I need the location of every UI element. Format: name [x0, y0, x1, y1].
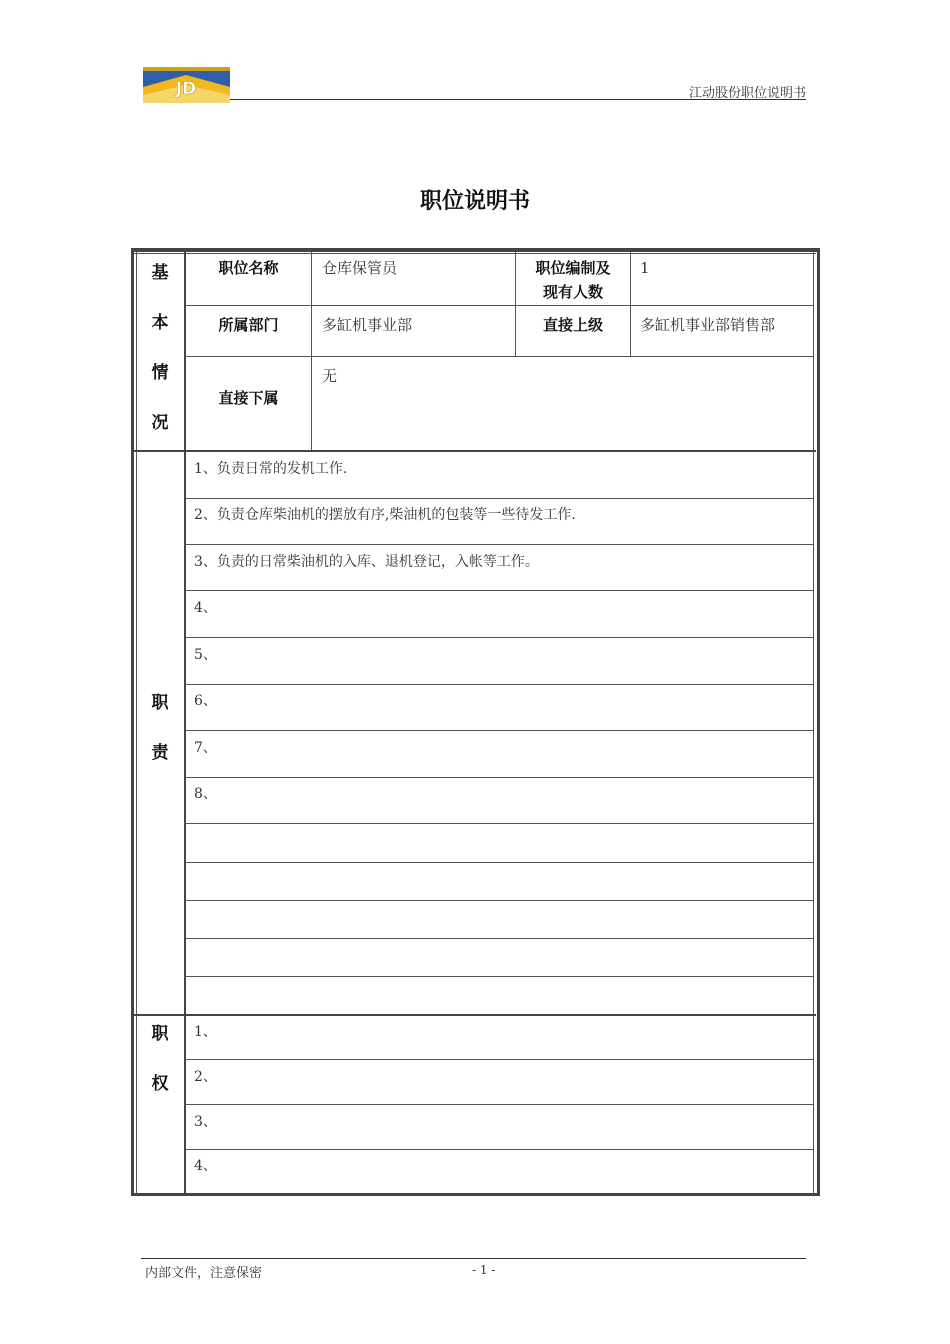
- basic-section-char: 情: [151, 363, 169, 383]
- duty-row-rule: [185, 862, 814, 863]
- supervisor-value: 多缸机事业部销售部: [640, 316, 776, 334]
- duty-row-rule: [185, 498, 814, 499]
- basic-section-char: 基: [151, 263, 169, 283]
- header-rule: [230, 99, 806, 100]
- header-document-name: 江动股份职位说明书: [688, 86, 806, 101]
- company-logo: [143, 67, 230, 103]
- duty-row-rule: [185, 637, 814, 638]
- page-title: 职位说明书: [419, 189, 530, 214]
- duty-item: 3、负责的日常柴油机的入库、退机登记，入帐等工作。: [194, 554, 539, 570]
- authority-section-char: 职: [151, 1024, 169, 1044]
- subordinate-value: 无: [322, 367, 338, 385]
- duty-item: 5、: [194, 647, 217, 663]
- authority-row-rule: [185, 1149, 814, 1150]
- basic-section-char: 本: [151, 313, 169, 333]
- left-inner-rule: [136, 252, 137, 1194]
- position-name-value: 仓库保管员: [322, 259, 398, 277]
- department-value: 多缸机事业部: [322, 316, 413, 334]
- logo-text: JD: [175, 79, 197, 99]
- table-inner-top-rule: [134, 253, 816, 254]
- duty-row-rule: [185, 590, 814, 591]
- position-name-label: 职位名称: [218, 259, 279, 277]
- duty-row-rule: [185, 900, 814, 901]
- subordinate-label: 直接下属: [218, 389, 279, 407]
- duty-item: 4、: [194, 600, 217, 616]
- basic-row-rule-1: [185, 305, 814, 306]
- duties-section-char: 责: [151, 743, 169, 763]
- duty-row-rule: [185, 976, 814, 977]
- basic-section-bottom: [134, 450, 816, 452]
- duty-item: 2、负责仓库柴油机的摆放有序,柴油机的包装等一些待发工作.: [194, 507, 576, 523]
- authority-section-char: 权: [151, 1074, 169, 1094]
- authority-item: 2、: [194, 1069, 217, 1085]
- duty-item: 6、: [194, 693, 217, 709]
- basic-row-rule-2: [185, 356, 814, 357]
- authority-item: 3、: [194, 1114, 217, 1130]
- basic-col-divider-1: [311, 252, 312, 451]
- headcount-value: 1: [640, 259, 650, 277]
- supervisor-label: 直接上级: [542, 316, 603, 334]
- footer-rule: [141, 1258, 806, 1259]
- duty-item: 7、: [194, 740, 217, 756]
- duty-row-rule: [185, 777, 814, 778]
- duties-section-char: 职: [151, 693, 169, 713]
- basic-section-char: 况: [151, 413, 169, 433]
- authority-row-rule: [185, 1059, 814, 1060]
- basic-col-divider-3: [630, 252, 631, 356]
- duty-item: 1、负责日常的发机工作.: [194, 461, 348, 477]
- authority-item: 4、: [194, 1158, 217, 1174]
- headcount-label-line-2: 现有人数: [542, 283, 603, 301]
- authority-item: 1、: [194, 1024, 217, 1040]
- duty-row-rule: [185, 730, 814, 731]
- duty-row-rule: [185, 544, 814, 545]
- duty-row-rule: [185, 823, 814, 824]
- duties-section-bottom: [134, 1014, 816, 1016]
- authority-row-rule: [185, 1104, 814, 1105]
- duty-row-rule: [185, 938, 814, 939]
- department-label: 所属部门: [218, 316, 279, 334]
- duty-row-rule: [185, 684, 814, 685]
- page-number: - 1 -: [472, 1263, 496, 1277]
- headcount-label-line-1: 职位编制及: [535, 259, 611, 277]
- confidential-notice: 内部文件，注意保密: [145, 1266, 263, 1281]
- duty-item: 8、: [194, 786, 217, 802]
- right-inner-rule: [813, 252, 814, 1194]
